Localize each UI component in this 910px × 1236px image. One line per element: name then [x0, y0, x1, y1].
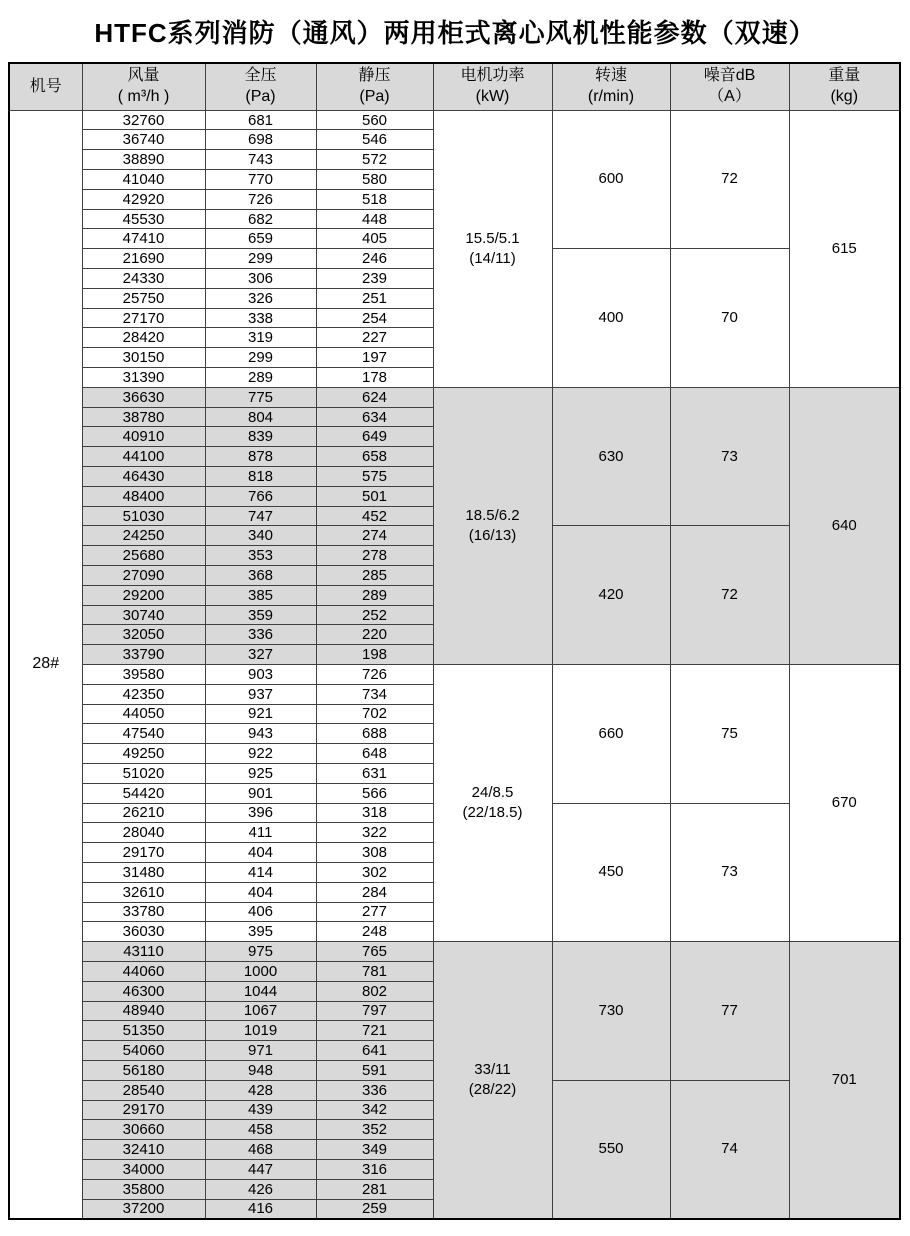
- col-header-static-pressure: [316, 63, 433, 110]
- static-pressure-cell: 575: [316, 467, 433, 487]
- flow-cell: 46430: [82, 467, 205, 487]
- static-pressure-cell: 252: [316, 605, 433, 625]
- total-pressure-cell: 368: [205, 566, 316, 586]
- flow-cell: 21690: [82, 249, 205, 269]
- static-pressure-cell: 289: [316, 585, 433, 605]
- static-pressure-cell: 688: [316, 724, 433, 744]
- flow-cell: 44100: [82, 447, 205, 467]
- total-pressure-cell: 299: [205, 249, 316, 269]
- flow-cell: 36630: [82, 387, 205, 407]
- header-unit: (r/min): [587, 87, 635, 105]
- total-pressure-cell: 340: [205, 526, 316, 546]
- static-pressure-cell: 765: [316, 942, 433, 962]
- motor-power-line: (16/13): [468, 526, 517, 544]
- total-pressure-cell: 416: [205, 1199, 316, 1219]
- flow-cell: 37200: [82, 1199, 205, 1219]
- flow-cell: 31390: [82, 368, 205, 388]
- header-label: 转速: [594, 67, 627, 85]
- flow-cell: 40910: [82, 427, 205, 447]
- total-pressure-cell: 326: [205, 288, 316, 308]
- total-pressure-cell: 921: [205, 704, 316, 724]
- total-pressure-cell: 901: [205, 783, 316, 803]
- motor-power-line: (28/22): [468, 1080, 517, 1098]
- flow-cell: 44050: [82, 704, 205, 724]
- flow-cell: 30660: [82, 1120, 205, 1140]
- total-pressure-cell: 659: [205, 229, 316, 249]
- total-pressure-cell: 971: [205, 1041, 316, 1061]
- static-pressure-cell: 580: [316, 170, 433, 190]
- motor-power-cell: [433, 942, 552, 1219]
- static-pressure-cell: 448: [316, 209, 433, 229]
- speed-cell: 450: [552, 803, 670, 942]
- flow-cell: 45530: [82, 209, 205, 229]
- static-pressure-cell: 721: [316, 1021, 433, 1041]
- table-row: [9, 942, 900, 962]
- table-row: [9, 110, 900, 130]
- total-pressure-cell: 770: [205, 170, 316, 190]
- flow-cell: 56180: [82, 1060, 205, 1080]
- total-pressure-cell: 338: [205, 308, 316, 328]
- flow-cell: 26210: [82, 803, 205, 823]
- static-pressure-cell: 405: [316, 229, 433, 249]
- flow-cell: 24330: [82, 269, 205, 289]
- total-pressure-cell: 359: [205, 605, 316, 625]
- static-pressure-cell: 254: [316, 308, 433, 328]
- weight-cell: 615: [789, 110, 900, 387]
- static-pressure-cell: 572: [316, 150, 433, 170]
- flow-cell: 32610: [82, 882, 205, 902]
- motor-power-line: 15.5/5.1: [465, 229, 520, 247]
- static-pressure-cell: 518: [316, 189, 433, 209]
- flow-cell: 30150: [82, 348, 205, 368]
- static-pressure-cell: 802: [316, 981, 433, 1001]
- total-pressure-cell: 975: [205, 942, 316, 962]
- motor-power-cell: [433, 665, 552, 942]
- total-pressure-cell: 395: [205, 922, 316, 942]
- total-pressure-cell: 439: [205, 1100, 316, 1120]
- static-pressure-cell: 281: [316, 1179, 433, 1199]
- total-pressure-cell: 336: [205, 625, 316, 645]
- total-pressure-cell: 878: [205, 447, 316, 467]
- motor-power-line: 24/8.5: [471, 783, 514, 801]
- speed-cell: 660: [552, 665, 670, 804]
- static-pressure-cell: 560: [316, 110, 433, 130]
- static-pressure-cell: 278: [316, 546, 433, 566]
- total-pressure-cell: 306: [205, 269, 316, 289]
- flow-cell: 54420: [82, 783, 205, 803]
- static-pressure-cell: 197: [316, 348, 433, 368]
- motor-power-line: 18.5/6.2: [465, 506, 520, 524]
- static-pressure-cell: 591: [316, 1060, 433, 1080]
- header-label: 静压: [358, 67, 391, 85]
- static-pressure-cell: 220: [316, 625, 433, 645]
- static-pressure-cell: 308: [316, 843, 433, 863]
- header-unit: (kg): [830, 87, 859, 105]
- static-pressure-cell: 501: [316, 486, 433, 506]
- flow-cell: 29170: [82, 843, 205, 863]
- static-pressure-cell: 726: [316, 665, 433, 685]
- static-pressure-cell: 781: [316, 961, 433, 981]
- static-pressure-cell: 239: [316, 269, 433, 289]
- flow-cell: 51350: [82, 1021, 205, 1041]
- header-unit: (Pa): [359, 87, 390, 105]
- static-pressure-cell: 734: [316, 684, 433, 704]
- speed-cell: 420: [552, 526, 670, 665]
- flow-cell: 28540: [82, 1080, 205, 1100]
- total-pressure-cell: 775: [205, 387, 316, 407]
- noise-cell: 77: [670, 942, 789, 1081]
- static-pressure-cell: 284: [316, 882, 433, 902]
- total-pressure-cell: 747: [205, 506, 316, 526]
- total-pressure-cell: 447: [205, 1159, 316, 1179]
- flow-cell: 51020: [82, 763, 205, 783]
- total-pressure-cell: 426: [205, 1179, 316, 1199]
- flow-cell: 49250: [82, 744, 205, 764]
- total-pressure-cell: 404: [205, 882, 316, 902]
- flow-cell: 43110: [82, 942, 205, 962]
- flow-cell: 47540: [82, 724, 205, 744]
- flow-cell: 38780: [82, 407, 205, 427]
- flow-cell: 28040: [82, 823, 205, 843]
- flow-cell: 31480: [82, 862, 205, 882]
- header-unit: ( m³/h ): [117, 87, 170, 105]
- noise-cell: 73: [670, 803, 789, 942]
- flow-cell: 24250: [82, 526, 205, 546]
- flow-cell: 48940: [82, 1001, 205, 1021]
- flow-cell: 44060: [82, 961, 205, 981]
- total-pressure-cell: 414: [205, 862, 316, 882]
- flow-cell: 27090: [82, 566, 205, 586]
- total-pressure-cell: 726: [205, 189, 316, 209]
- total-pressure-cell: 698: [205, 130, 316, 150]
- flow-cell: 28420: [82, 328, 205, 348]
- flow-cell: 41040: [82, 170, 205, 190]
- static-pressure-cell: 302: [316, 862, 433, 882]
- total-pressure-cell: 937: [205, 684, 316, 704]
- flow-cell: 29170: [82, 1100, 205, 1120]
- static-pressure-cell: 641: [316, 1041, 433, 1061]
- static-pressure-cell: 546: [316, 130, 433, 150]
- performance-table: [8, 62, 901, 1220]
- flow-cell: 48400: [82, 486, 205, 506]
- static-pressure-cell: 797: [316, 1001, 433, 1021]
- header-label: 噪音dB: [703, 67, 756, 85]
- flow-cell: 36030: [82, 922, 205, 942]
- static-pressure-cell: 649: [316, 427, 433, 447]
- flow-cell: 32050: [82, 625, 205, 645]
- total-pressure-cell: 299: [205, 348, 316, 368]
- header-label: 全压: [244, 67, 277, 85]
- flow-cell: 25680: [82, 546, 205, 566]
- weight-cell: 670: [789, 665, 900, 942]
- static-pressure-cell: 658: [316, 447, 433, 467]
- total-pressure-cell: 766: [205, 486, 316, 506]
- total-pressure-cell: 925: [205, 763, 316, 783]
- total-pressure-cell: 428: [205, 1080, 316, 1100]
- total-pressure-cell: 948: [205, 1060, 316, 1080]
- flow-cell: 42920: [82, 189, 205, 209]
- speed-cell: 630: [552, 387, 670, 526]
- static-pressure-cell: 248: [316, 922, 433, 942]
- table-row: [9, 665, 900, 685]
- total-pressure-cell: 327: [205, 645, 316, 665]
- model-cell: 28#: [9, 110, 82, 1219]
- static-pressure-cell: 336: [316, 1080, 433, 1100]
- flow-cell: 32410: [82, 1140, 205, 1160]
- total-pressure-cell: 903: [205, 665, 316, 685]
- static-pressure-cell: 251: [316, 288, 433, 308]
- static-pressure-cell: 624: [316, 387, 433, 407]
- speed-cell: 400: [552, 249, 670, 388]
- flow-cell: 29200: [82, 585, 205, 605]
- motor-power-line: (14/11): [469, 249, 516, 267]
- noise-cell: 74: [670, 1080, 789, 1219]
- static-pressure-cell: 198: [316, 645, 433, 665]
- flow-cell: 47410: [82, 229, 205, 249]
- total-pressure-cell: 1044: [205, 981, 316, 1001]
- static-pressure-cell: 316: [316, 1159, 433, 1179]
- static-pressure-cell: 277: [316, 902, 433, 922]
- motor-power-cell: [433, 110, 552, 387]
- col-header-total-pressure: [205, 63, 316, 110]
- weight-cell: 640: [789, 387, 900, 664]
- total-pressure-cell: 319: [205, 328, 316, 348]
- flow-cell: 33790: [82, 645, 205, 665]
- total-pressure-cell: 681: [205, 110, 316, 130]
- col-header-motor-power: [433, 63, 552, 110]
- noise-cell: 72: [670, 110, 789, 249]
- total-pressure-cell: 468: [205, 1140, 316, 1160]
- total-pressure-cell: 396: [205, 803, 316, 823]
- col-header-noise: [670, 63, 789, 110]
- static-pressure-cell: 342: [316, 1100, 433, 1120]
- total-pressure-cell: 922: [205, 744, 316, 764]
- static-pressure-cell: 631: [316, 763, 433, 783]
- total-pressure-cell: 404: [205, 843, 316, 863]
- flow-cell: 54060: [82, 1041, 205, 1061]
- flow-cell: 39580: [82, 665, 205, 685]
- noise-cell: 75: [670, 665, 789, 804]
- motor-power-cell: [433, 387, 552, 664]
- noise-cell: 72: [670, 526, 789, 665]
- total-pressure-cell: 458: [205, 1120, 316, 1140]
- header-label: 风量: [127, 67, 160, 85]
- static-pressure-cell: 259: [316, 1199, 433, 1219]
- total-pressure-cell: 411: [205, 823, 316, 843]
- flow-cell: 34000: [82, 1159, 205, 1179]
- static-pressure-cell: 452: [316, 506, 433, 526]
- flow-cell: 51030: [82, 506, 205, 526]
- total-pressure-cell: 1067: [205, 1001, 316, 1021]
- flow-cell: 35800: [82, 1179, 205, 1199]
- header-unit: (kW): [475, 87, 510, 105]
- col-header-flow: [82, 63, 205, 110]
- static-pressure-cell: 349: [316, 1140, 433, 1160]
- total-pressure-cell: 682: [205, 209, 316, 229]
- header-label: 重量: [828, 67, 861, 85]
- speed-cell: 730: [552, 942, 670, 1081]
- static-pressure-cell: 274: [316, 526, 433, 546]
- flow-cell: 46300: [82, 981, 205, 1001]
- table-row: [9, 387, 900, 407]
- static-pressure-cell: 648: [316, 744, 433, 764]
- flow-cell: 25750: [82, 288, 205, 308]
- static-pressure-cell: 352: [316, 1120, 433, 1140]
- static-pressure-cell: 227: [316, 328, 433, 348]
- flow-cell: 30740: [82, 605, 205, 625]
- col-header-model: [9, 63, 82, 110]
- noise-cell: 70: [670, 249, 789, 388]
- motor-power-line: (22/18.5): [462, 804, 523, 822]
- static-pressure-cell: 566: [316, 783, 433, 803]
- static-pressure-cell: 246: [316, 249, 433, 269]
- static-pressure-cell: 322: [316, 823, 433, 843]
- header-label: 电机功率: [460, 67, 525, 85]
- static-pressure-cell: 178: [316, 368, 433, 388]
- flow-cell: 42350: [82, 684, 205, 704]
- total-pressure-cell: 1019: [205, 1021, 316, 1041]
- total-pressure-cell: 406: [205, 902, 316, 922]
- total-pressure-cell: 289: [205, 368, 316, 388]
- total-pressure-cell: 804: [205, 407, 316, 427]
- header-unit: （A）: [708, 87, 751, 105]
- table-header: [9, 63, 900, 110]
- total-pressure-cell: 818: [205, 467, 316, 487]
- col-header-speed: [552, 63, 670, 110]
- total-pressure-cell: 943: [205, 724, 316, 744]
- flow-cell: 32760: [82, 110, 205, 130]
- flow-cell: 38890: [82, 150, 205, 170]
- flow-cell: 33780: [82, 902, 205, 922]
- total-pressure-cell: 385: [205, 585, 316, 605]
- weight-cell: 701: [789, 942, 900, 1219]
- total-pressure-cell: 743: [205, 150, 316, 170]
- static-pressure-cell: 318: [316, 803, 433, 823]
- static-pressure-cell: 702: [316, 704, 433, 724]
- static-pressure-cell: 634: [316, 407, 433, 427]
- flow-cell: 27170: [82, 308, 205, 328]
- total-pressure-cell: 1000: [205, 961, 316, 981]
- page-title: HTFC系列消防（通风）两用柜式离心风机性能参数（双速）: [94, 18, 816, 48]
- noise-cell: 73: [670, 387, 789, 526]
- col-header-weight: [789, 63, 900, 110]
- motor-power-line: 33/11: [474, 1060, 511, 1078]
- speed-cell: 550: [552, 1080, 670, 1219]
- total-pressure-cell: 353: [205, 546, 316, 566]
- speed-cell: 600: [552, 110, 670, 249]
- total-pressure-cell: 839: [205, 427, 316, 447]
- header-unit: (Pa): [245, 87, 276, 105]
- header-label: 机号: [29, 77, 62, 95]
- flow-cell: 36740: [82, 130, 205, 150]
- static-pressure-cell: 285: [316, 566, 433, 586]
